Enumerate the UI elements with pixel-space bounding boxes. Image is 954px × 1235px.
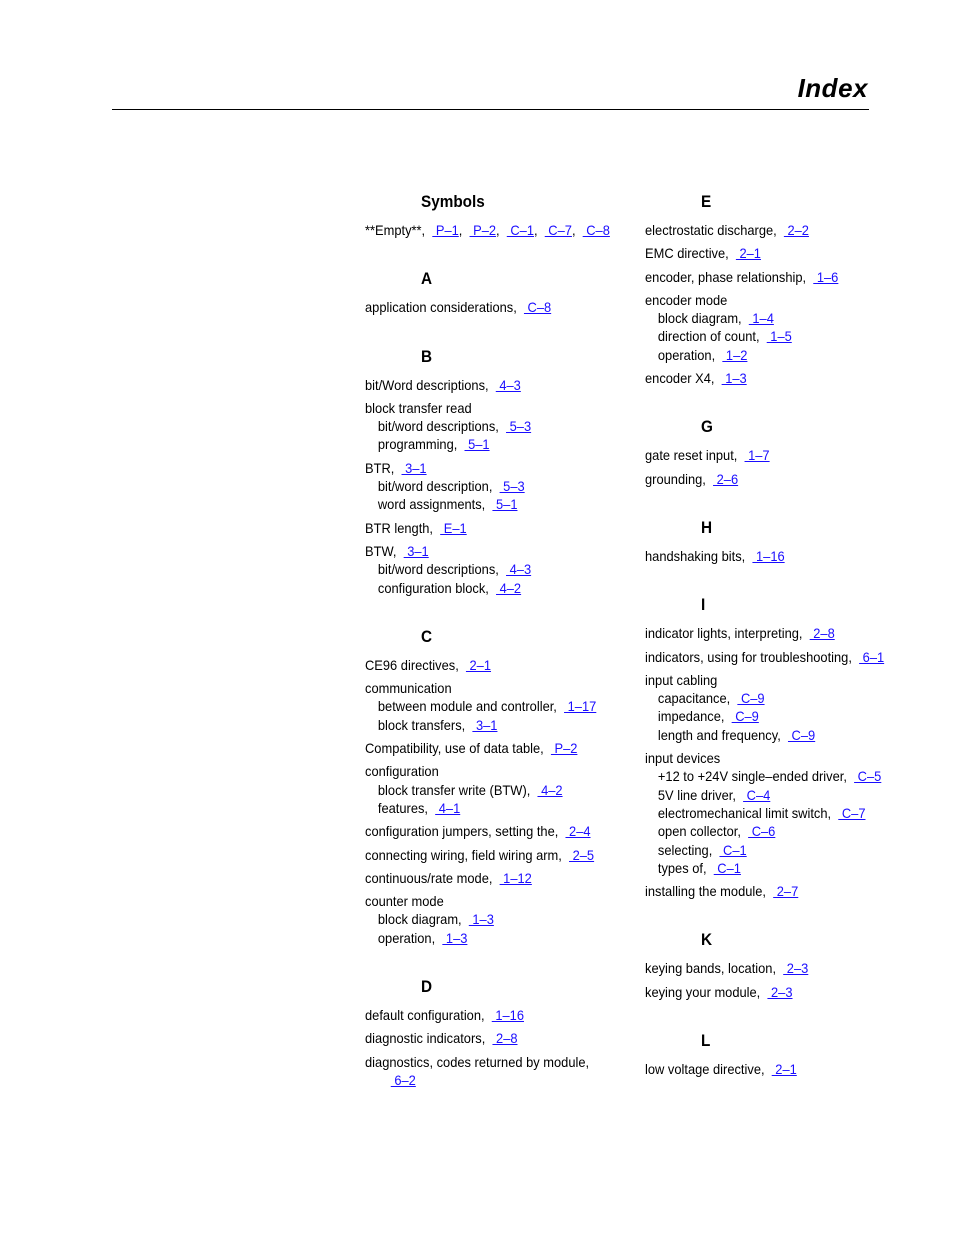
term-text: direction of count, (657, 328, 760, 345)
term-text: configuration block, (377, 579, 489, 596)
term-text: programming, (377, 436, 458, 453)
term-text: features, (377, 799, 429, 816)
page-ref-link[interactable]: 1–7 (744, 447, 770, 464)
index-entry (365, 762, 635, 817)
index-entry (365, 869, 635, 887)
page-ref-link[interactable]: C–6 (748, 823, 776, 840)
term-text: capacitance, (657, 690, 731, 707)
section-heading: Symbols (421, 192, 485, 211)
section-heading: C (421, 626, 433, 646)
index-entry (365, 459, 635, 514)
page-ref-link[interactable]: 2–2 (783, 222, 809, 238)
index-section (645, 516, 915, 565)
index-section (645, 928, 915, 1001)
index-entry (365, 1006, 635, 1024)
index-section (645, 415, 915, 488)
index-entry (365, 519, 635, 537)
entry-list (645, 1060, 915, 1078)
page-ref-link[interactable]: 3–1 (401, 459, 427, 476)
index-term (365, 739, 613, 757)
index-term (645, 547, 893, 565)
page-ref-link[interactable]: 2–8 (492, 1030, 518, 1047)
term-text: electrostatic discharge, (645, 222, 777, 238)
index-term (365, 656, 613, 674)
term-text: impedance, (657, 708, 725, 725)
page-ref-link[interactable]: C–9 (737, 690, 765, 707)
term-text: indicators, using for troubleshooting, (645, 648, 852, 665)
page-ref-link[interactable]: 1–6 (813, 268, 839, 285)
page-ref-link[interactable]: E–1 (440, 519, 467, 536)
entry-list (365, 298, 635, 316)
index-term (645, 671, 893, 689)
page-ref-link[interactable]: 1–3 (468, 911, 494, 928)
index-subentry (365, 435, 613, 453)
index-entry (645, 648, 915, 666)
index-entry (645, 882, 915, 900)
index-term (365, 679, 613, 697)
page-ref-link[interactable]: 5–3 (506, 418, 532, 435)
page-ref-link[interactable]: 2–3 (783, 960, 809, 977)
index-section (365, 190, 635, 239)
index-section (365, 625, 635, 947)
entry-list (645, 446, 915, 488)
page-ref-link[interactable]: 2–1 (465, 656, 492, 673)
page-ref-link[interactable]: 2–5 (569, 846, 595, 863)
index-entry (645, 959, 915, 977)
index-subentry (365, 495, 613, 513)
index-column-right (645, 190, 915, 1083)
term-text: configuration jumpers, setting the, (365, 823, 559, 840)
page-ref-link[interactable]: 1–16 (491, 1007, 524, 1024)
index-entry (365, 1053, 635, 1090)
term-text: keying your module, (645, 983, 761, 1000)
page-ref-link[interactable]: C–8 (523, 299, 552, 316)
term-text: **Empty**, (365, 222, 426, 238)
term-text: between module and controller, (377, 698, 557, 715)
index-term (645, 624, 893, 642)
term-text: block transfer write (BTW), (377, 781, 531, 798)
index-term (645, 446, 893, 464)
index-subentry (645, 859, 893, 877)
index-section (365, 267, 635, 316)
index-entry (365, 846, 635, 864)
index-subentry (365, 716, 613, 734)
section-heading: E (701, 192, 712, 211)
index-entry (645, 446, 915, 464)
term-text: block transfer read (365, 399, 472, 416)
term-text: input cabling (645, 671, 718, 688)
index-subentry (645, 726, 893, 744)
entry-list (645, 624, 915, 900)
entry-list (365, 1006, 635, 1089)
page-ref-link[interactable]: P–2 (469, 222, 497, 238)
page-ref-link[interactable]: 1–5 (766, 328, 792, 345)
index-entry (645, 547, 915, 565)
term-text: gate reset input, (645, 447, 738, 464)
index-entry (645, 268, 915, 286)
index-entry (645, 244, 915, 262)
term-text: communication (365, 680, 452, 697)
section-heading: A (421, 269, 433, 289)
page-ref-link[interactable]: 2–3 (767, 983, 793, 1000)
index-term (365, 846, 613, 864)
index-term (645, 882, 893, 900)
term-text: encoder X4, (645, 370, 715, 387)
index-entry (365, 1029, 635, 1047)
term-text: BTR, (365, 459, 395, 476)
index-section (645, 190, 915, 387)
section-heading: K (701, 930, 713, 950)
index-term (365, 1029, 613, 1047)
index-subentry (645, 804, 893, 822)
index-entry (645, 624, 915, 642)
term-text: input devices (645, 750, 721, 767)
index-entry (645, 291, 915, 364)
page-ref-link[interactable]: 2–7 (773, 883, 799, 900)
term-text: low voltage directive, (645, 1061, 765, 1078)
index-term (645, 244, 893, 262)
term-text: diagnostic indicators, (365, 1030, 486, 1047)
index-entry (365, 679, 635, 734)
index-subentry (365, 477, 613, 495)
index-term (645, 749, 893, 767)
entry-list (365, 221, 635, 239)
index-subentry (645, 309, 893, 327)
page-ref-link[interactable]: 5–1 (492, 496, 518, 513)
term-text: bit/word description, (377, 478, 493, 495)
index-term (365, 399, 613, 417)
page-ref-link[interactable]: 1–16 (752, 547, 785, 564)
term-text: handshaking bits, (645, 547, 746, 564)
term-text: default configuration, (365, 1007, 485, 1024)
term-text: selecting, (657, 841, 713, 858)
page-ref-link[interactable]: 5–3 (499, 478, 525, 495)
index-entry (365, 892, 635, 947)
page-ref-link[interactable]: 1–4 (748, 310, 774, 327)
page-ref-link[interactable]: 2–4 (565, 823, 591, 840)
index-term (645, 959, 893, 977)
section-heading: H (701, 517, 713, 537)
term-text: Compatibility, use of data table, (365, 740, 544, 757)
section-heading: G (701, 417, 713, 437)
page-ref-link[interactable]: 2–6 (713, 470, 739, 487)
section-heading: I (701, 595, 706, 615)
index-section (645, 593, 915, 900)
term-text: EMC directive, (645, 245, 729, 262)
index-term (365, 542, 613, 560)
term-text: bit/word descriptions, (377, 418, 499, 435)
page-ref-link[interactable]: C–7 (838, 804, 866, 821)
term-text: connecting wiring, field wiring arm, (365, 846, 562, 863)
index-section (365, 975, 635, 1089)
page-ref-link[interactable]: 4–2 (496, 579, 522, 596)
index-entry (645, 1060, 915, 1078)
index-entry (645, 671, 915, 744)
page-ref-link[interactable]: 2–8 (809, 625, 835, 642)
index-subentry (365, 929, 613, 947)
term-text: open collector, (657, 823, 741, 840)
page-ref-link[interactable]: P–1 (432, 222, 459, 238)
index-entry (365, 221, 635, 239)
term-text: BTW, (365, 542, 397, 559)
index-term (365, 376, 613, 394)
index-subentry (365, 579, 613, 597)
term-text: +12 to +24V single–ended driver, (657, 768, 847, 785)
page-ref-link[interactable]: 6–2 (390, 1071, 416, 1088)
page-ref-link[interactable]: C–9 (787, 726, 816, 743)
entry-list (645, 221, 915, 387)
index-subentry (365, 781, 613, 799)
page-ref-link[interactable]: C–7 (544, 222, 572, 238)
page-ref-link[interactable]: 3–1 (403, 542, 429, 559)
entry-list (645, 959, 915, 1001)
index-term (365, 1071, 613, 1089)
index-entry (645, 983, 915, 1001)
section-heading: L (701, 1031, 711, 1051)
term-text: grounding, (645, 470, 706, 487)
index-subentry (365, 910, 613, 928)
index-entry (365, 656, 635, 674)
term-text: CE96 directives, (365, 656, 459, 673)
index-term (365, 298, 613, 316)
term-text: encoder, phase relationship, (645, 268, 807, 285)
term-text: block transfers, (377, 716, 466, 733)
index-entry (365, 542, 635, 597)
page-ref-link[interactable]: C–4 (743, 786, 771, 803)
page-ref-link[interactable]: C–5 (854, 768, 882, 785)
index-term (365, 869, 613, 887)
index-term (365, 459, 613, 477)
index-entry (365, 739, 635, 757)
index-term: **Empty**, P–1, P–2, C–1, C–7, C–8 (365, 222, 610, 238)
index-subentry (645, 689, 893, 707)
index-subentry (645, 346, 893, 364)
index-subentry (365, 560, 613, 578)
index-subentry (645, 786, 893, 804)
index-term (365, 1053, 613, 1071)
term-text: bit/word descriptions, (377, 561, 499, 578)
term-text: block diagram, (377, 911, 462, 928)
index-term (365, 892, 613, 910)
term-text: electromechanical limit switch, (657, 804, 832, 821)
index-section (645, 1029, 915, 1078)
term-text: 5V line driver, (657, 786, 736, 803)
term-text: block diagram, (657, 310, 742, 327)
page-title: Index (797, 73, 868, 103)
section-heading: B (421, 346, 433, 366)
page-ref-link[interactable]: 1–3 (721, 370, 747, 387)
index-column-left (365, 190, 635, 1094)
page-ref-link[interactable]: 5–1 (464, 436, 490, 453)
page-ref-link[interactable]: 4–3 (506, 561, 532, 578)
index-subentry (365, 697, 613, 715)
page-ref-link[interactable]: 4–1 (435, 799, 461, 816)
index-term (645, 221, 893, 239)
page-ref-link[interactable]: 6–1 (859, 648, 885, 665)
index-term (645, 291, 893, 309)
index-subentry (645, 327, 893, 345)
entry-list (645, 547, 915, 565)
term-text: continuous/rate mode, (365, 869, 493, 886)
term-text: bit/Word descriptions, (365, 376, 489, 393)
term-text: word assignments, (377, 496, 486, 513)
index-subentry (365, 417, 613, 435)
term-text: types of, (657, 859, 707, 876)
index-entry (645, 221, 915, 239)
page-ref-link[interactable]: C–9 (731, 708, 759, 725)
page-ref-link[interactable]: 2–1 (771, 1061, 797, 1078)
index-subentry (365, 799, 613, 817)
page-ref-link[interactable]: 4–2 (537, 781, 563, 798)
index-term (645, 470, 893, 488)
section-heading: D (421, 977, 433, 997)
index-term (645, 648, 893, 666)
page-ref-link[interactable]: C–8 (582, 222, 610, 238)
index-term (365, 762, 613, 780)
entry-list (365, 656, 635, 947)
page-ref-link[interactable]: 4–3 (495, 376, 521, 393)
index-entry (365, 399, 635, 454)
index-entry (645, 749, 915, 877)
term-text: configuration (365, 763, 439, 780)
term-text: application considerations, (365, 299, 517, 316)
page-ref-link[interactable]: 1–12 (499, 869, 532, 886)
index-subentry (645, 841, 893, 859)
page-ref-link[interactable]: 1–2 (722, 346, 748, 363)
page-ref-link[interactable]: C–1 (713, 859, 741, 876)
index-section (365, 345, 635, 597)
index-term (365, 822, 613, 840)
index-term (645, 268, 893, 286)
page-ref-link[interactable]: C–1 (506, 222, 534, 238)
page-ref-link[interactable]: 2–1 (735, 245, 761, 262)
index-entry (365, 822, 635, 840)
page-ref-link[interactable]: P–2 (550, 740, 578, 757)
term-text: encoder mode (645, 291, 728, 308)
index-entry (645, 470, 915, 488)
page-ref-link[interactable]: C–1 (719, 841, 747, 858)
entry-list (365, 376, 635, 597)
term-text: diagnostics, codes returned by module, (365, 1053, 590, 1070)
index-subentry (645, 767, 893, 785)
index-entry (645, 369, 915, 387)
term-text: keying bands, location, (645, 960, 777, 977)
page-ref-link[interactable]: 1–17 (564, 698, 597, 715)
term-text: indicator lights, interpreting, (645, 625, 803, 642)
term-text: length and frequency, (657, 726, 781, 743)
index-subentry (645, 707, 893, 725)
index-term (365, 519, 613, 537)
index-term (645, 983, 893, 1001)
index-entry (365, 376, 635, 394)
term-text: operation, (377, 929, 436, 946)
index-term (645, 369, 893, 387)
index-entry (365, 298, 635, 316)
index-subentry (645, 822, 893, 840)
index-term (365, 1006, 613, 1024)
term-text: BTR length, (365, 519, 434, 536)
term-text: operation, (657, 346, 716, 363)
term-text: counter mode (365, 893, 444, 910)
term-text: installing the module, (645, 883, 767, 900)
page-ref-link[interactable]: 1–3 (442, 929, 468, 946)
page-ref-link[interactable]: 3–1 (472, 716, 498, 733)
header-rule (112, 109, 869, 110)
index-term (645, 1060, 893, 1078)
